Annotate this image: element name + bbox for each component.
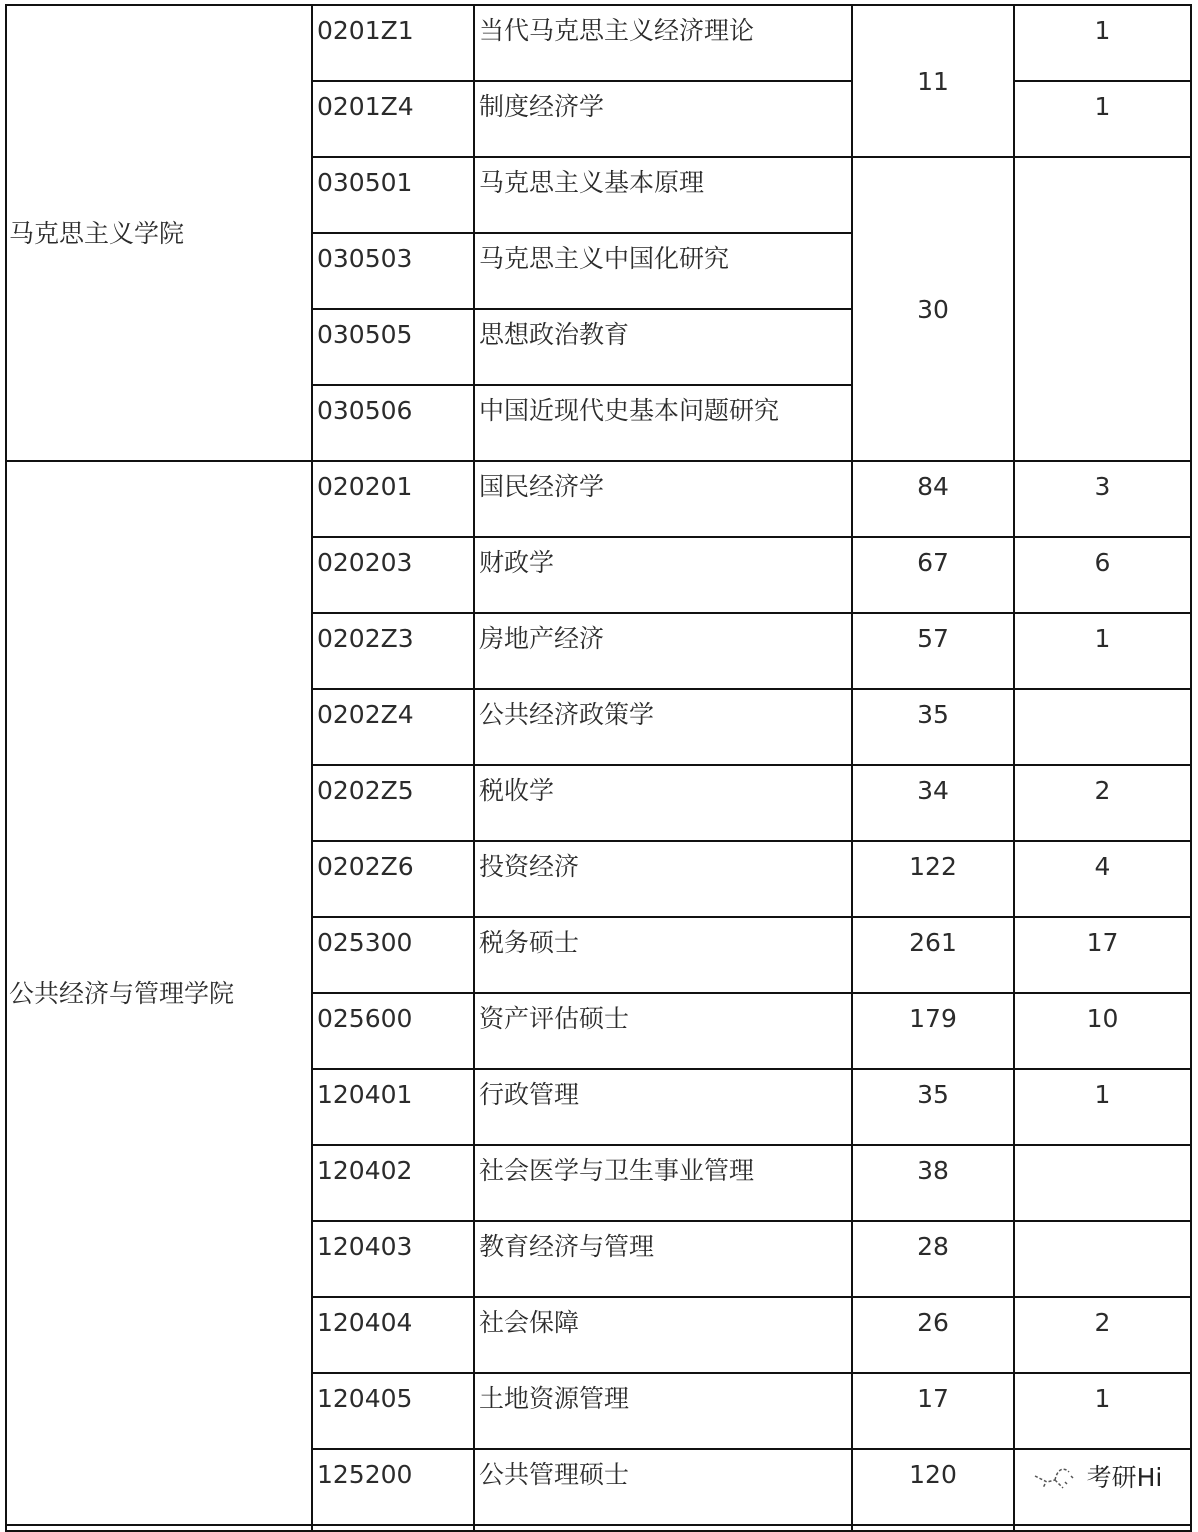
major-code-cell: 120402	[312, 1145, 474, 1221]
bird-logo-icon	[1033, 1462, 1079, 1492]
major-name-cell: 房地产经济	[474, 613, 852, 689]
count-cell: 30	[852, 157, 1014, 461]
count-cell: 38	[852, 1145, 1014, 1221]
extra-count-cell: 3	[1014, 461, 1191, 537]
major-name-cell: 公共管理硕士	[474, 1449, 852, 1525]
major-code-cell: 030506	[312, 385, 474, 461]
major-name-cell: 马克思主义基本原理	[474, 157, 852, 233]
major-code-cell: 020201	[312, 461, 474, 537]
major-code-cell: 0202Z3	[312, 613, 474, 689]
extra-count-cell: 1	[1014, 1373, 1191, 1449]
count-cell: 28	[852, 1221, 1014, 1297]
major-name-cell: 资产评估硕士	[474, 993, 852, 1069]
extra-count-cell	[1014, 1145, 1191, 1221]
college-cell: 公共经济与管理学院	[6, 461, 312, 1525]
extra-count-cell: 1	[1014, 81, 1191, 157]
extra-count-cell	[1014, 1221, 1191, 1297]
major-code-cell: 025600	[312, 993, 474, 1069]
table-row	[6, 461, 1191, 537]
enrollment-table	[5, 4, 1192, 1532]
extra-count-cell: 4	[1014, 841, 1191, 917]
major-name-cell: 制度经济学	[474, 81, 852, 157]
count-cell: 67	[852, 537, 1014, 613]
major-name-cell: 税务硕士	[474, 917, 852, 993]
watermark: 考研Hi	[1033, 1462, 1163, 1492]
count-cell: 35	[852, 689, 1014, 765]
major-name-cell: 国民经济学	[474, 461, 852, 537]
major-name-cell: 马克思主义中国化研究	[474, 233, 852, 309]
extra-count-cell	[1014, 157, 1191, 461]
major-name-cell: 投资经济	[474, 841, 852, 917]
next-row-cell	[852, 1525, 1014, 1531]
count-cell: 34	[852, 765, 1014, 841]
major-code-cell: 125200	[312, 1449, 474, 1525]
extra-count-cell: 17	[1014, 917, 1191, 993]
next-row-cell	[312, 1525, 474, 1531]
count-cell: 120	[852, 1449, 1014, 1525]
major-name-cell: 中国近现代史基本问题研究	[474, 385, 852, 461]
count-cell: 35	[852, 1069, 1014, 1145]
extra-count-cell	[1014, 1449, 1191, 1525]
extra-count-cell: 1	[1014, 5, 1191, 81]
count-cell: 84	[852, 461, 1014, 537]
extra-count-cell: 6	[1014, 537, 1191, 613]
major-code-cell: 120405	[312, 1373, 474, 1449]
count-cell: 179	[852, 993, 1014, 1069]
major-name-cell: 公共经济政策学	[474, 689, 852, 765]
major-name-cell: 教育经济与管理	[474, 1221, 852, 1297]
major-code-cell: 0202Z4	[312, 689, 474, 765]
major-code-cell: 120404	[312, 1297, 474, 1373]
next-row-cell	[474, 1525, 852, 1531]
major-name-cell: 社会保障	[474, 1297, 852, 1373]
count-cell: 261	[852, 917, 1014, 993]
major-name-cell: 社会医学与卫生事业管理	[474, 1145, 852, 1221]
extra-count-cell: 2	[1014, 1297, 1191, 1373]
major-name-cell: 税收学	[474, 765, 852, 841]
major-code-cell: 020203	[312, 537, 474, 613]
extra-count-cell: 1	[1014, 613, 1191, 689]
count-cell: 11	[852, 5, 1014, 157]
next-row-cell	[1014, 1525, 1191, 1531]
extra-count-cell: 10	[1014, 993, 1191, 1069]
count-cell: 57	[852, 613, 1014, 689]
major-code-cell: 0201Z1	[312, 5, 474, 81]
count-cell: 122	[852, 841, 1014, 917]
major-code-cell: 120401	[312, 1069, 474, 1145]
count-cell: 26	[852, 1297, 1014, 1373]
extra-count-cell	[1014, 689, 1191, 765]
extra-count-cell: 2	[1014, 765, 1191, 841]
major-code-cell: 025300	[312, 917, 474, 993]
major-name-cell: 土地资源管理	[474, 1373, 852, 1449]
next-row-cell	[6, 1525, 312, 1531]
major-code-cell: 030503	[312, 233, 474, 309]
major-code-cell: 120403	[312, 1221, 474, 1297]
major-code-cell: 030505	[312, 309, 474, 385]
table-row	[6, 5, 1191, 81]
major-name-cell: 思想政治教育	[474, 309, 852, 385]
major-code-cell: 0201Z4	[312, 81, 474, 157]
major-code-cell: 030501	[312, 157, 474, 233]
major-code-cell: 0202Z6	[312, 841, 474, 917]
major-name-cell: 财政学	[474, 537, 852, 613]
count-cell: 17	[852, 1373, 1014, 1449]
extra-count-cell: 1	[1014, 1069, 1191, 1145]
college-cell: 马克思主义学院	[6, 5, 312, 461]
major-name-cell: 当代马克思主义经济理论	[474, 5, 852, 81]
major-name-cell: 行政管理	[474, 1069, 852, 1145]
major-code-cell: 0202Z5	[312, 765, 474, 841]
